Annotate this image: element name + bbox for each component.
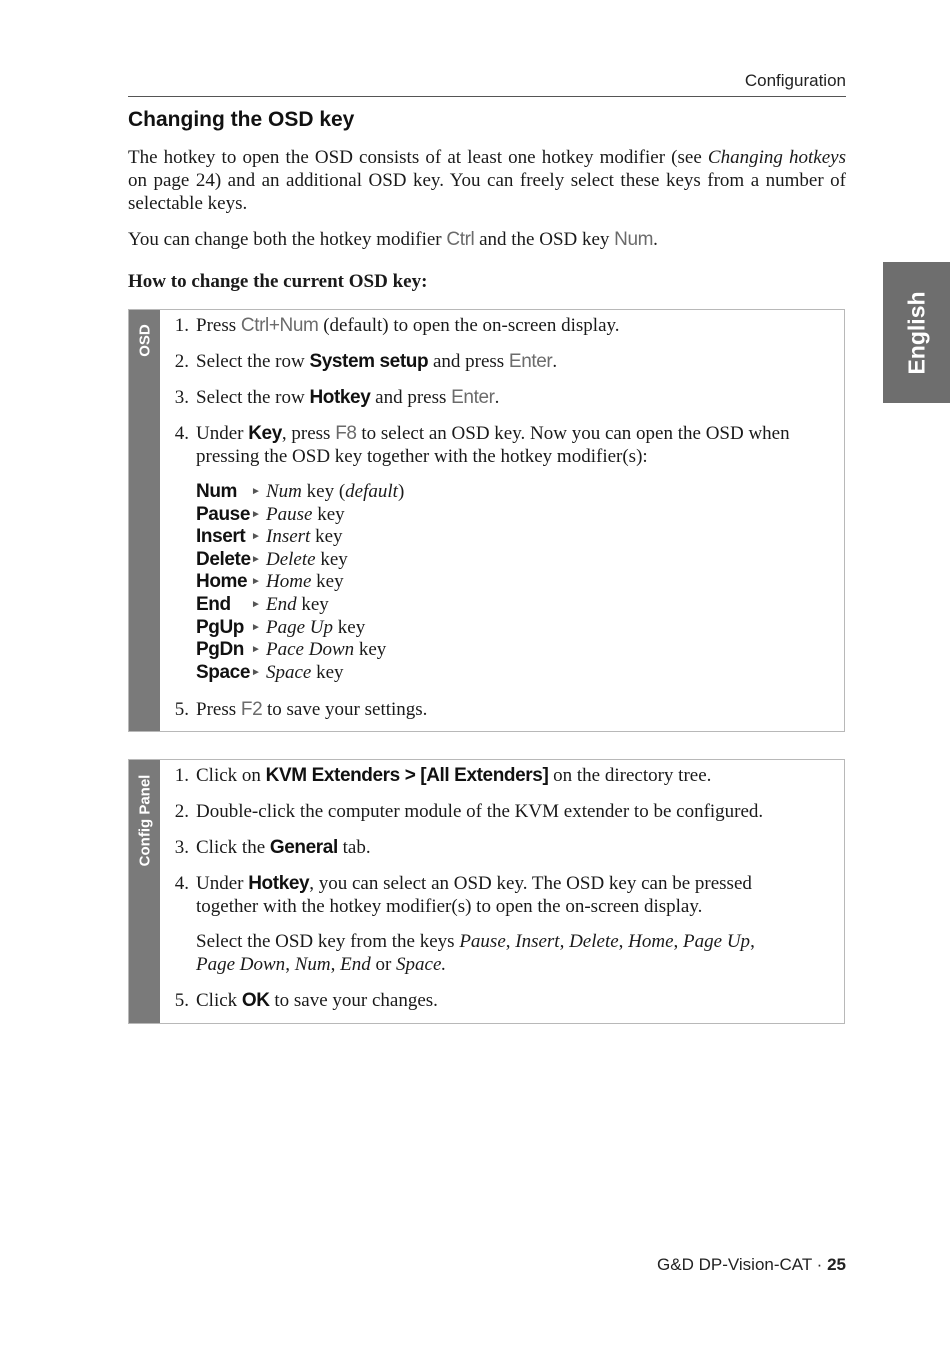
arrow-icon: ► (251, 598, 261, 610)
change-note-text: You can change both the hotkey modifier (128, 229, 447, 250)
page-footer (657, 1255, 846, 1275)
step-text: Double-click the computer module of the KVM extender to be configured. (196, 801, 764, 822)
key-option: Delete (569, 931, 619, 952)
key-desc-suffix: key (311, 661, 344, 683)
page-number: 25 (827, 1255, 846, 1274)
step-text: Click the (196, 837, 270, 858)
key-desc-name: Num (266, 481, 302, 502)
menu-row-name: System setup (309, 351, 429, 372)
key-name: F8 (335, 423, 357, 444)
menu-row-name: Hotkey (309, 387, 371, 408)
step-number: 1. (174, 315, 189, 336)
key-desc-suffix: key (310, 526, 343, 548)
step-text: Select the row (196, 351, 310, 372)
intro-text: The hotkey to open the OSD consists of at least one hotkey modifier (see (128, 147, 708, 168)
key-desc-suffix: key ( (301, 481, 346, 502)
key-description (266, 504, 345, 527)
key-desc-name: Page Up (266, 616, 334, 638)
key-desc-name: Space (266, 661, 312, 683)
key-desc-name: End (266, 593, 297, 615)
arrow-icon: ► (251, 508, 261, 520)
step-text-end: on the directory tree. (548, 765, 712, 786)
key-label: Num (196, 481, 238, 502)
cross-reference-link[interactable]: Changing hotkeys (707, 147, 846, 168)
key-option: Space. (396, 954, 447, 975)
hotkey-combo: Ctrl+Num (240, 315, 319, 336)
osd-key: Num (614, 229, 654, 250)
key-desc-extra: default (345, 481, 398, 502)
key-description (266, 639, 386, 662)
step-text-end: to select an OSD key. Now you can open the OSD when pressing the OSD key together with the hotkey modifier(s): (196, 423, 790, 467)
key-name: Enter (508, 351, 553, 372)
osd-instructions-panel (128, 309, 845, 732)
key-name: F2 (240, 699, 263, 720)
key-label: Space (196, 661, 250, 683)
config-panel-instructions (128, 759, 845, 1024)
step-text: Click (196, 990, 242, 1011)
language-tab (883, 262, 950, 403)
change-note-text-3: . (653, 229, 658, 250)
key-desc-suffix: key (296, 593, 329, 615)
separator: or (370, 954, 397, 975)
key-description (266, 571, 344, 594)
change-note (128, 228, 846, 251)
step-text-end: (default) to open the on-screen display. (318, 315, 620, 336)
running-header: Configuration (744, 71, 846, 90)
howto-heading: How to change the current OSD key: (128, 271, 428, 292)
tab-name: General (269, 837, 338, 858)
key-description (266, 617, 365, 640)
field-name: Key (248, 423, 282, 444)
key-desc-name: Delete (266, 548, 316, 570)
key-desc-name: Pace Down (266, 639, 355, 661)
section-title: Changing the OSD key (128, 108, 355, 131)
step-text-end: . (494, 387, 500, 408)
tree-path: KVM Extenders > [All Extenders] (265, 765, 549, 786)
step-text: Under (196, 423, 249, 444)
key-label: Home (196, 571, 248, 593)
step-text-mid: , press (281, 423, 336, 444)
separator: , (750, 931, 755, 952)
key-description (266, 481, 404, 504)
key-label: Delete (196, 548, 251, 570)
key-desc-name: Pause (266, 503, 313, 525)
step-text: Under (196, 873, 249, 894)
key-description (266, 549, 348, 572)
separator: , (505, 931, 516, 952)
step-number: 1. (174, 765, 189, 786)
step-number: 3. (174, 837, 189, 858)
step-number: 5. (174, 699, 189, 720)
step-text: Press (196, 315, 241, 336)
key-option: Num (294, 954, 331, 975)
key-label: Pause (196, 503, 250, 525)
step-text-end: to save your settings. (262, 699, 428, 720)
key-desc-name: Insert (266, 526, 311, 548)
step-number: 2. (174, 801, 189, 822)
step-number: 4. (174, 423, 189, 444)
key-desc-suffix: key (312, 503, 345, 525)
header-divider (128, 96, 846, 97)
footer-product: G&D DP-Vision-CAT · (657, 1255, 828, 1274)
change-note-text-2: and the OSD key (474, 229, 615, 250)
key-option: Page Up (683, 931, 751, 952)
config-side-label-bar (129, 760, 160, 1023)
key-option: Insert, (515, 931, 565, 952)
step-text-mid: and press (428, 351, 509, 372)
key-desc-suffix: key (315, 548, 348, 570)
key-label: Insert (196, 526, 246, 548)
step-text-end: tab. (337, 837, 371, 858)
arrow-icon: ► (251, 553, 261, 565)
key-desc-suffix: key (333, 616, 366, 638)
modifier-key: Ctrl (446, 229, 475, 250)
arrow-icon: ► (251, 531, 261, 543)
arrow-icon: ► (251, 644, 261, 656)
intro-paragraph (128, 146, 846, 215)
key-label: PgUp (196, 616, 245, 638)
step-text-end: to save your changes. (269, 990, 438, 1011)
key-description (266, 662, 344, 685)
separator: , (285, 954, 295, 975)
key-desc-suffix: key (354, 639, 387, 661)
arrow-icon: ► (251, 666, 261, 678)
note-text: Select the OSD key from the keys (196, 931, 460, 952)
key-desc-name: Home (266, 571, 312, 593)
step-number: 3. (174, 387, 189, 408)
step-number: 4. (174, 873, 189, 894)
osd-side-label: OSD (136, 324, 153, 357)
key-description (266, 526, 343, 549)
key-name: Enter (451, 387, 495, 408)
separator: , (673, 931, 684, 952)
arrow-icon: ► (251, 486, 261, 497)
key-option: Pause (459, 931, 506, 952)
step-text-end: , you can select an OSD key. The OSD key can be pressed together with the hotkey modifier(s) to open the on-screen display. (196, 873, 752, 917)
step-text: Click on (196, 765, 266, 786)
step-text: Press (196, 699, 241, 720)
key-option: End (340, 954, 371, 975)
key-option: Page Down (196, 954, 286, 975)
separator: , (618, 931, 629, 952)
step-number: 2. (174, 351, 189, 372)
key-label: End (196, 593, 231, 615)
ok-button-name: OK (241, 990, 270, 1011)
step-number: 5. (174, 990, 189, 1011)
language-tab-label: English (903, 290, 929, 375)
key-option: Home (628, 931, 674, 952)
step-text-mid: and press (370, 387, 452, 408)
separator: , (330, 954, 341, 975)
key-label: PgDn (196, 639, 245, 661)
config-side-label: Config Panel (136, 774, 153, 867)
intro-text-end: on page 24) and an additional OSD key. You can freely select these keys from a number of selectable keys. (128, 170, 846, 214)
key-desc-suffix: key (311, 571, 344, 593)
step-text-end: . (552, 351, 558, 372)
arrow-icon: ► (251, 621, 261, 633)
field-name: Hotkey (248, 873, 310, 894)
arrow-icon: ► (251, 576, 261, 588)
key-desc-end: ) (397, 481, 405, 502)
step-text: Select the row (196, 387, 310, 408)
osd-side-label-bar (129, 310, 160, 731)
key-description (266, 594, 329, 617)
